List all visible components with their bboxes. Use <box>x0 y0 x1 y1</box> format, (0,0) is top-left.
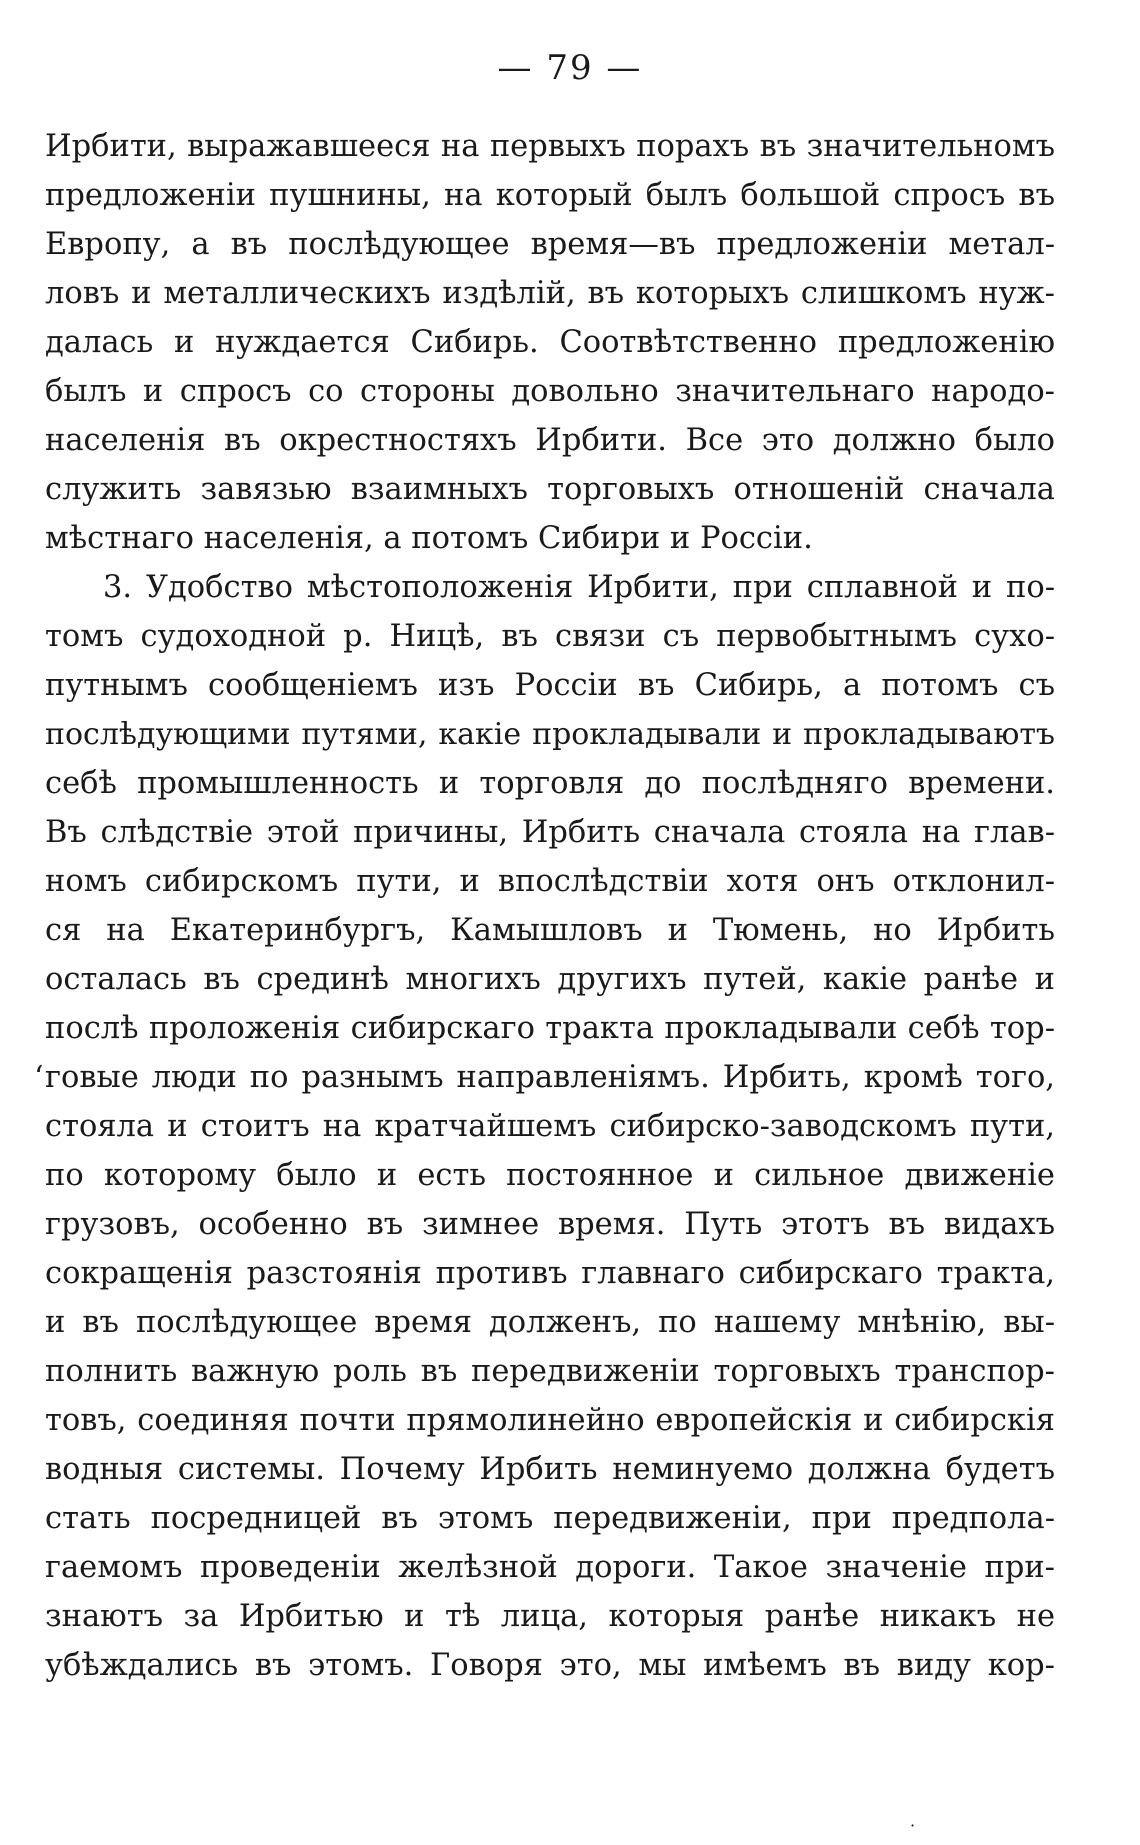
text-line: Ирбити, выражавшееся на первыхъ порахъ въ значительномъ <box>45 129 1055 164</box>
scan-speck: · <box>910 1816 916 1835</box>
page-number: — 79 — <box>497 48 643 88</box>
text-line: грузовъ, особенно въ зимнее время. Путь этотъ въ видахъ <box>45 1207 1055 1242</box>
text-line: Европу, а въ послѣдующее время—въ предложенiи метал- <box>45 227 1055 262</box>
text-line: осталась въ срединѣ многихъ другихъ путей, какiе ранѣе и <box>45 962 1055 997</box>
text-line: служить завязью взаимныхъ торговыхъ отношенiй сначала <box>45 472 1055 507</box>
paragraph-end-line: мѣстнаго населенiя, а потомъ Сибири и Россiи. <box>45 521 813 556</box>
text-line: полнить важную роль въ передвиженiи торговыхъ транспор- <box>45 1354 1055 1389</box>
text-line: говые люди по разнымъ направленiямъ. Ирбить, кромѣ того, <box>45 1060 1055 1095</box>
text-line: томъ судоходной р. Ницѣ, въ связи съ первобытнымъ сухо- <box>45 619 1055 654</box>
text-line: гаемомъ проведенiи желѣзной дороги. Такое значенiе при- <box>45 1550 1055 1585</box>
margin-pencil-mark: ‘ <box>34 1060 44 1095</box>
text-line: стать посредницей въ этомъ передвиженiи, при предпола- <box>45 1501 1055 1536</box>
text-line: ся на Екатеринбургъ, Камышловъ и Тюмень, но Ирбить <box>45 913 1055 948</box>
text-line: послѣдующими путями, какiе прокладывали и прокладываютъ <box>45 717 1055 752</box>
text-line: убѣждались въ этомъ. Говоря это, мы имѣемъ въ виду кор- <box>45 1648 1055 1683</box>
text-line: Въ слѣдствiе этой причины, Ирбить сначала стояла на глав- <box>45 815 1055 850</box>
text-line: товъ, соединяя почти прямолинейно европейскiя и сибирскiя <box>45 1403 1055 1438</box>
text-line: сокращенiя разстоянiя противъ главнаго сибирскаго тракта, <box>45 1256 1055 1291</box>
text-line: стояла и стоитъ на кратчайшемъ сибирско-заводскомъ пути, <box>45 1109 1055 1144</box>
paragraph-start-line: 3. Удобство мѣстоположенiя Ирбити, при сплавной и по- <box>103 570 1055 605</box>
text-line: предложенiи пушнины, на который былъ большой спросъ въ <box>45 178 1055 213</box>
text-line: ловъ и металлическихъ издѣлiй, въ которыхъ слишкомъ нуж- <box>45 276 1055 311</box>
text-line: и въ послѣдующее время долженъ, по нашему мнѣнiю, вы- <box>45 1305 1055 1340</box>
text-line: номъ сибирскомъ пути, и впослѣдствiи хотя онъ отклонил- <box>45 864 1055 899</box>
body-text <box>45 122 1055 1690</box>
text-line: водныя системы. Почему Ирбить неминуемо должна будетъ <box>45 1452 1055 1487</box>
text-line: себѣ промышленность и торговля до послѣдняго времени. <box>45 766 1055 801</box>
text-line: далась и нуждается Сибирь. Соотвѣтственно предложенiю <box>45 325 1055 360</box>
text-line: по которому было и есть постоянное и сильное движенiе <box>45 1158 1055 1193</box>
text-line: послѣ проложенiя сибирскаго тракта прокладывали себѣ тор- <box>45 1011 1055 1046</box>
text-line: населенiя въ окрестностяхъ Ирбити. Все это должно было <box>45 423 1055 458</box>
text-line: знаютъ за Ирбитью и тѣ лица, которыя ранѣе никакъ не <box>45 1599 1055 1634</box>
text-line: былъ и спросъ со стороны довольно значительнаго народо- <box>45 374 1055 409</box>
text-line: путнымъ сообщенiемъ изъ Россiи въ Сибирь, а потомъ съ <box>45 668 1055 703</box>
